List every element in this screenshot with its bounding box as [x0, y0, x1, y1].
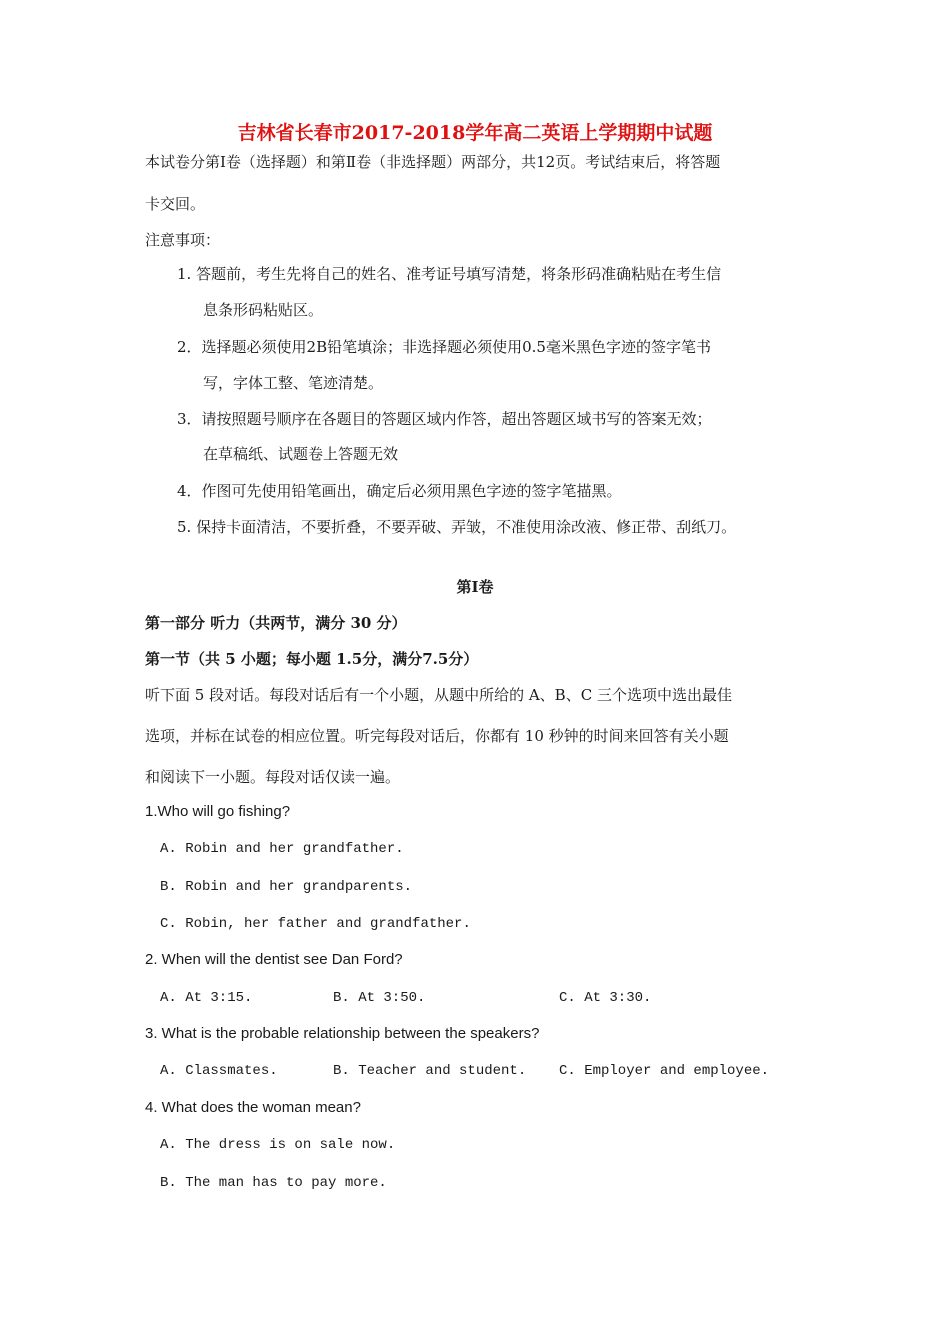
question-4-option-a: A. The dress is on sale now.: [160, 1137, 396, 1153]
section-title: 第Ⅰ卷: [456, 578, 494, 596]
question-3-option-c: C. Employer and employee.: [559, 1063, 770, 1079]
notice-item-2: 2．选择题必须使用2B铅笔填涂；非选择题必须使用0.5毫米黑色字迹的签字笔书: [177, 338, 711, 356]
notice-item-1: 1. 答题前，考生先将自己的姓名、准考证号填写清楚，将条形码准确粘贴在考生信: [177, 265, 722, 283]
question-4: 4. What does the woman mean?: [145, 1099, 361, 1116]
question-1-option-c: C. Robin, her father and grandfather.: [160, 916, 471, 932]
question-4-option-b: B. The man has to pay more.: [160, 1175, 387, 1191]
part-heading: 第一部分 听力（共两节，满分 30 分）: [145, 614, 407, 632]
notice-item-2-cont: 写，字体工整、笔迹清楚。: [203, 374, 384, 392]
notice-item-3-cont: 在草稿纸、试题卷上答题无效: [203, 445, 399, 463]
intro-line-2: 卡交回。: [145, 195, 206, 213]
question-2-option-a: A. At 3:15.: [160, 990, 253, 1006]
page-title: 吉林省长春市2017-2018学年高二英语上学期期中试题: [237, 122, 713, 144]
notice-item-1-cont: 息条形码粘贴区。: [203, 301, 324, 319]
question-1-option-b: B. Robin and her grandparents.: [160, 879, 413, 895]
question-2-option-c: C. At 3:30.: [559, 990, 652, 1006]
question-3-option-a: A. Classmates.: [160, 1063, 278, 1079]
question-1: 1.Who will go fishing?: [145, 803, 291, 820]
directions-line-1: 听下面 5 段对话。每段对话后有一个小题，从题中所给的 A、B、C 三个选项中选出最佳: [145, 686, 732, 704]
notice-item-4: 4．作图可先使用铅笔画出，确定后必须用黑色字迹的签字笔描黑。: [177, 482, 622, 500]
notice-heading: 注意事项：: [145, 231, 221, 249]
question-2-option-b: B. At 3:50.: [333, 990, 426, 1006]
directions-line-3: 和阅读下一小题。每段对话仅读一遍。: [145, 768, 401, 786]
question-3: 3. What is the probable relationship between the speakers?: [145, 1025, 540, 1042]
question-1-option-a: A. Robin and her grandfather.: [160, 841, 404, 857]
question-3-option-b: B. Teacher and student.: [333, 1063, 527, 1079]
directions-line-2: 选项，并标在试卷的相应位置。听完每段对话后，你都有 10 秒钟的时间来回答有关小题: [145, 727, 729, 745]
notice-item-3: 3．请按照题号顺序在各题目的答题区域内作答，超出答题区域书写的答案无效；: [177, 410, 712, 428]
intro-line-1: 本试卷分第Ⅰ卷（选择题）和第Ⅱ卷（非选择题）两部分，共12页。考试结束后，将答题: [145, 153, 721, 171]
subsection-heading: 第一节（共 5 小题；每小题 1.5分，满分7.5分）: [145, 650, 479, 668]
question-2: 2. When will the dentist see Dan Ford?: [145, 951, 403, 968]
notice-item-5: 5. 保持卡面清洁，不要折叠，不要弄破、弄皱，不准使用涂改液、修正带、刮纸刀。: [177, 518, 737, 536]
